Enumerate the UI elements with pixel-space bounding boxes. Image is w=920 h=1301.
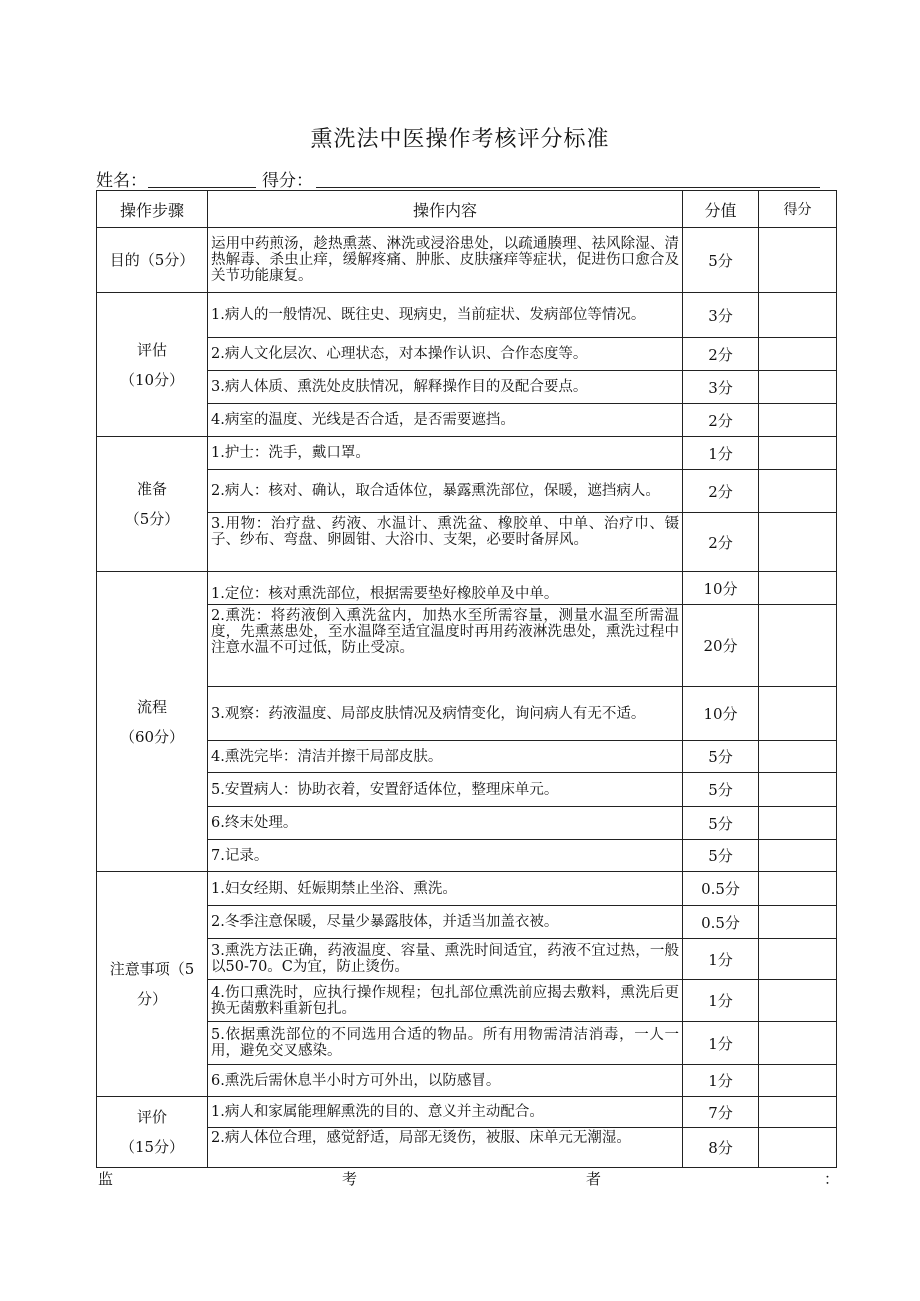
table-row (97, 687, 837, 741)
table-row (97, 1065, 837, 1097)
item-points: 10分 (683, 687, 759, 741)
item-points: 1分 (683, 1022, 759, 1065)
table-row (97, 1097, 837, 1128)
table-row (97, 513, 837, 572)
item-points: 5分 (683, 228, 759, 293)
item-content: 3.观察：药液温度、局部皮肤情况及病情变化，询问病人有无不适。 (208, 687, 683, 741)
score-cell[interactable] (759, 773, 837, 807)
footer-char: ： (824, 1170, 840, 1188)
examiner-footer (96, 1168, 840, 1190)
score-cell[interactable] (759, 404, 837, 437)
table-row (97, 437, 837, 470)
item-content: 5.安置病人：协助衣着，安置舒适体位，整理床单元。 (208, 773, 683, 807)
score-blank[interactable] (316, 187, 820, 188)
table-row (97, 572, 837, 605)
step-procedure (97, 572, 208, 872)
item-content: 2.病人体位合理，感觉舒适，局部无烫伤，被服、床单元无潮湿。 (208, 1128, 683, 1168)
item-content: 5.依据熏洗部位的不同选用合适的物品。所有用物需清洁消毒，一人一用，避免交叉感染。 (208, 1022, 683, 1065)
score-cell[interactable] (759, 437, 837, 470)
footer-char: 考 (342, 1170, 358, 1188)
table-row (97, 741, 837, 773)
table-row (97, 773, 837, 807)
item-points: 3分 (683, 371, 759, 404)
col-got: 得分 (759, 191, 837, 228)
item-points: 7分 (683, 1097, 759, 1128)
col-step: 操作步骤 (97, 191, 208, 228)
table-row (97, 807, 837, 840)
item-points: 2分 (683, 404, 759, 437)
step-points: （5分） (124, 510, 180, 528)
name-blank[interactable] (148, 187, 256, 188)
table-row (97, 939, 837, 980)
table-row (97, 470, 837, 513)
item-content: 1.护士：洗手，戴口罩。 (208, 437, 683, 470)
table-row (97, 228, 837, 293)
table-row (97, 404, 837, 437)
item-points: 5分 (683, 741, 759, 773)
score-cell[interactable] (759, 513, 837, 572)
score-label: 得分： (262, 171, 313, 191)
item-points: 2分 (683, 513, 759, 572)
item-points: 20分 (683, 605, 759, 687)
step-points: （60分） (119, 727, 185, 746)
score-cell[interactable] (759, 1065, 837, 1097)
item-points: 10分 (683, 572, 759, 605)
info-line (96, 166, 820, 190)
table-row (97, 293, 837, 338)
item-content: 6.终末处理。 (208, 807, 683, 840)
item-points: 3分 (683, 293, 759, 338)
score-cell[interactable] (759, 1128, 837, 1168)
col-points: 分值 (683, 191, 759, 228)
score-cell[interactable] (759, 572, 837, 605)
step-assessment (97, 293, 208, 437)
item-content: 4.伤口熏洗时，应执行操作规程；包扎部位熏洗前应揭去敷料，熏洗后更换无菌敷料重新包扎。 (208, 980, 683, 1022)
item-content: 运用中药煎汤，趁热熏蒸、淋洗或浸浴患处，以疏通腠理、祛风除湿、清热解毒、杀虫止痒，缓解疼痛、肿胀、皮肤瘙痒等症状，促进伤口愈合及关节功能康复。 (208, 228, 683, 293)
score-cell[interactable] (759, 939, 837, 980)
score-cell[interactable] (759, 741, 837, 773)
score-cell[interactable] (759, 605, 837, 687)
step-name: 流程 (136, 697, 167, 716)
item-content: 1.病人和家属能理解熏洗的目的、意义并主动配合。 (208, 1097, 683, 1128)
item-content: 6.熏洗后需休息半小时方可外出，以防感冒。 (208, 1065, 683, 1097)
item-content: 2.冬季注意保暖，尽量少暴露肢体，并适当加盖衣被。 (208, 906, 683, 939)
step-preparation (97, 437, 208, 572)
step-purpose: 目的（5分） (97, 228, 208, 293)
table-row (97, 1128, 837, 1168)
item-points: 5分 (683, 840, 759, 872)
footer-char: 者 (586, 1170, 602, 1188)
item-content: 4.病室的温度、光线是否合适，是否需要遮挡。 (208, 404, 683, 437)
step-precautions: 注意事项（5分） (97, 872, 208, 1097)
item-content: 7.记录。 (208, 840, 683, 872)
score-cell[interactable] (759, 872, 837, 906)
item-content: 3.病人体质、熏洗处皮肤情况，解释操作目的及配合要点。 (208, 371, 683, 404)
score-cell[interactable] (759, 807, 837, 840)
page-title: 熏洗法中医操作考核评分标准 (310, 127, 610, 152)
table-row (97, 840, 837, 872)
item-content: 2.熏洗：将药液倒入熏洗盆内，加热水至所需容量，测量水温至所需温度，先熏蒸患处，至水温降至适宜温度时再用药液淋洗患处，熏洗过程中注意水温不可过低，防止受凉。 (208, 605, 683, 687)
score-cell[interactable] (759, 687, 837, 741)
scoring-table (96, 190, 837, 1168)
table-row (97, 906, 837, 939)
item-points: 5分 (683, 807, 759, 840)
table-row (97, 338, 837, 371)
step-name: 评估 (136, 340, 167, 359)
item-content: 1.妇女经期、妊娠期禁止坐浴、熏洗。 (208, 872, 683, 906)
score-cell[interactable] (759, 470, 837, 513)
item-content: 4.熏洗完毕：清洁并擦干局部皮肤。 (208, 741, 683, 773)
table-row (97, 872, 837, 906)
step-name: 准备 (136, 480, 167, 498)
item-points: 1分 (683, 939, 759, 980)
item-points: 1分 (683, 437, 759, 470)
item-points: 5分 (683, 773, 759, 807)
item-content: 1.病人的一般情况、既往史、现病史，当前症状、发病部位等情况。 (208, 293, 683, 338)
item-content: 2.病人文化层次、心理状态，对本操作认识、合作态度等。 (208, 338, 683, 371)
step-points: （15分） (119, 1138, 185, 1156)
score-cell[interactable] (759, 1022, 837, 1065)
name-label: 姓名： (96, 171, 147, 191)
item-content: 1.定位：核对熏洗部位，根据需要垫好橡胶单及中单。 (208, 572, 683, 605)
table-row (97, 371, 837, 404)
score-cell[interactable] (759, 228, 837, 293)
table-row (97, 1022, 837, 1065)
score-cell[interactable] (759, 293, 837, 338)
score-cell[interactable] (759, 371, 837, 404)
table-row (97, 980, 837, 1022)
footer-char: 监 (98, 1170, 114, 1188)
item-content: 3.用物：治疗盘、药液、水温计、熏洗盆、橡胶单、中单、治疗巾、镊子、纱布、弯盘、卵圆钳、大浴巾、支架，必要时备屏风。 (208, 513, 683, 572)
step-name: 评价 (136, 1108, 167, 1126)
col-content: 操作内容 (208, 191, 683, 228)
step-evaluation (97, 1097, 208, 1168)
item-points: 2分 (683, 470, 759, 513)
item-points: 2分 (683, 338, 759, 371)
score-cell[interactable] (759, 980, 837, 1022)
item-points: 8分 (683, 1128, 759, 1168)
item-content: 3.熏洗方法正确，药液温度、容量、熏洗时间适宜，药液不宜过热，一般以50-70。C为宜，防止烫伤。 (208, 939, 683, 980)
header-row (97, 191, 837, 228)
item-points: 0.5分 (683, 906, 759, 939)
step-points: （10分） (119, 370, 185, 389)
item-points: 0.5分 (683, 872, 759, 906)
item-points: 1分 (683, 980, 759, 1022)
table-row (97, 605, 837, 687)
score-cell[interactable] (759, 1097, 837, 1128)
score-cell[interactable] (759, 840, 837, 872)
item-content: 2.病人：核对、确认，取合适体位，暴露熏洗部位，保暖，遮挡病人。 (208, 470, 683, 513)
score-cell[interactable] (759, 906, 837, 939)
score-cell[interactable] (759, 338, 837, 371)
item-points: 1分 (683, 1065, 759, 1097)
